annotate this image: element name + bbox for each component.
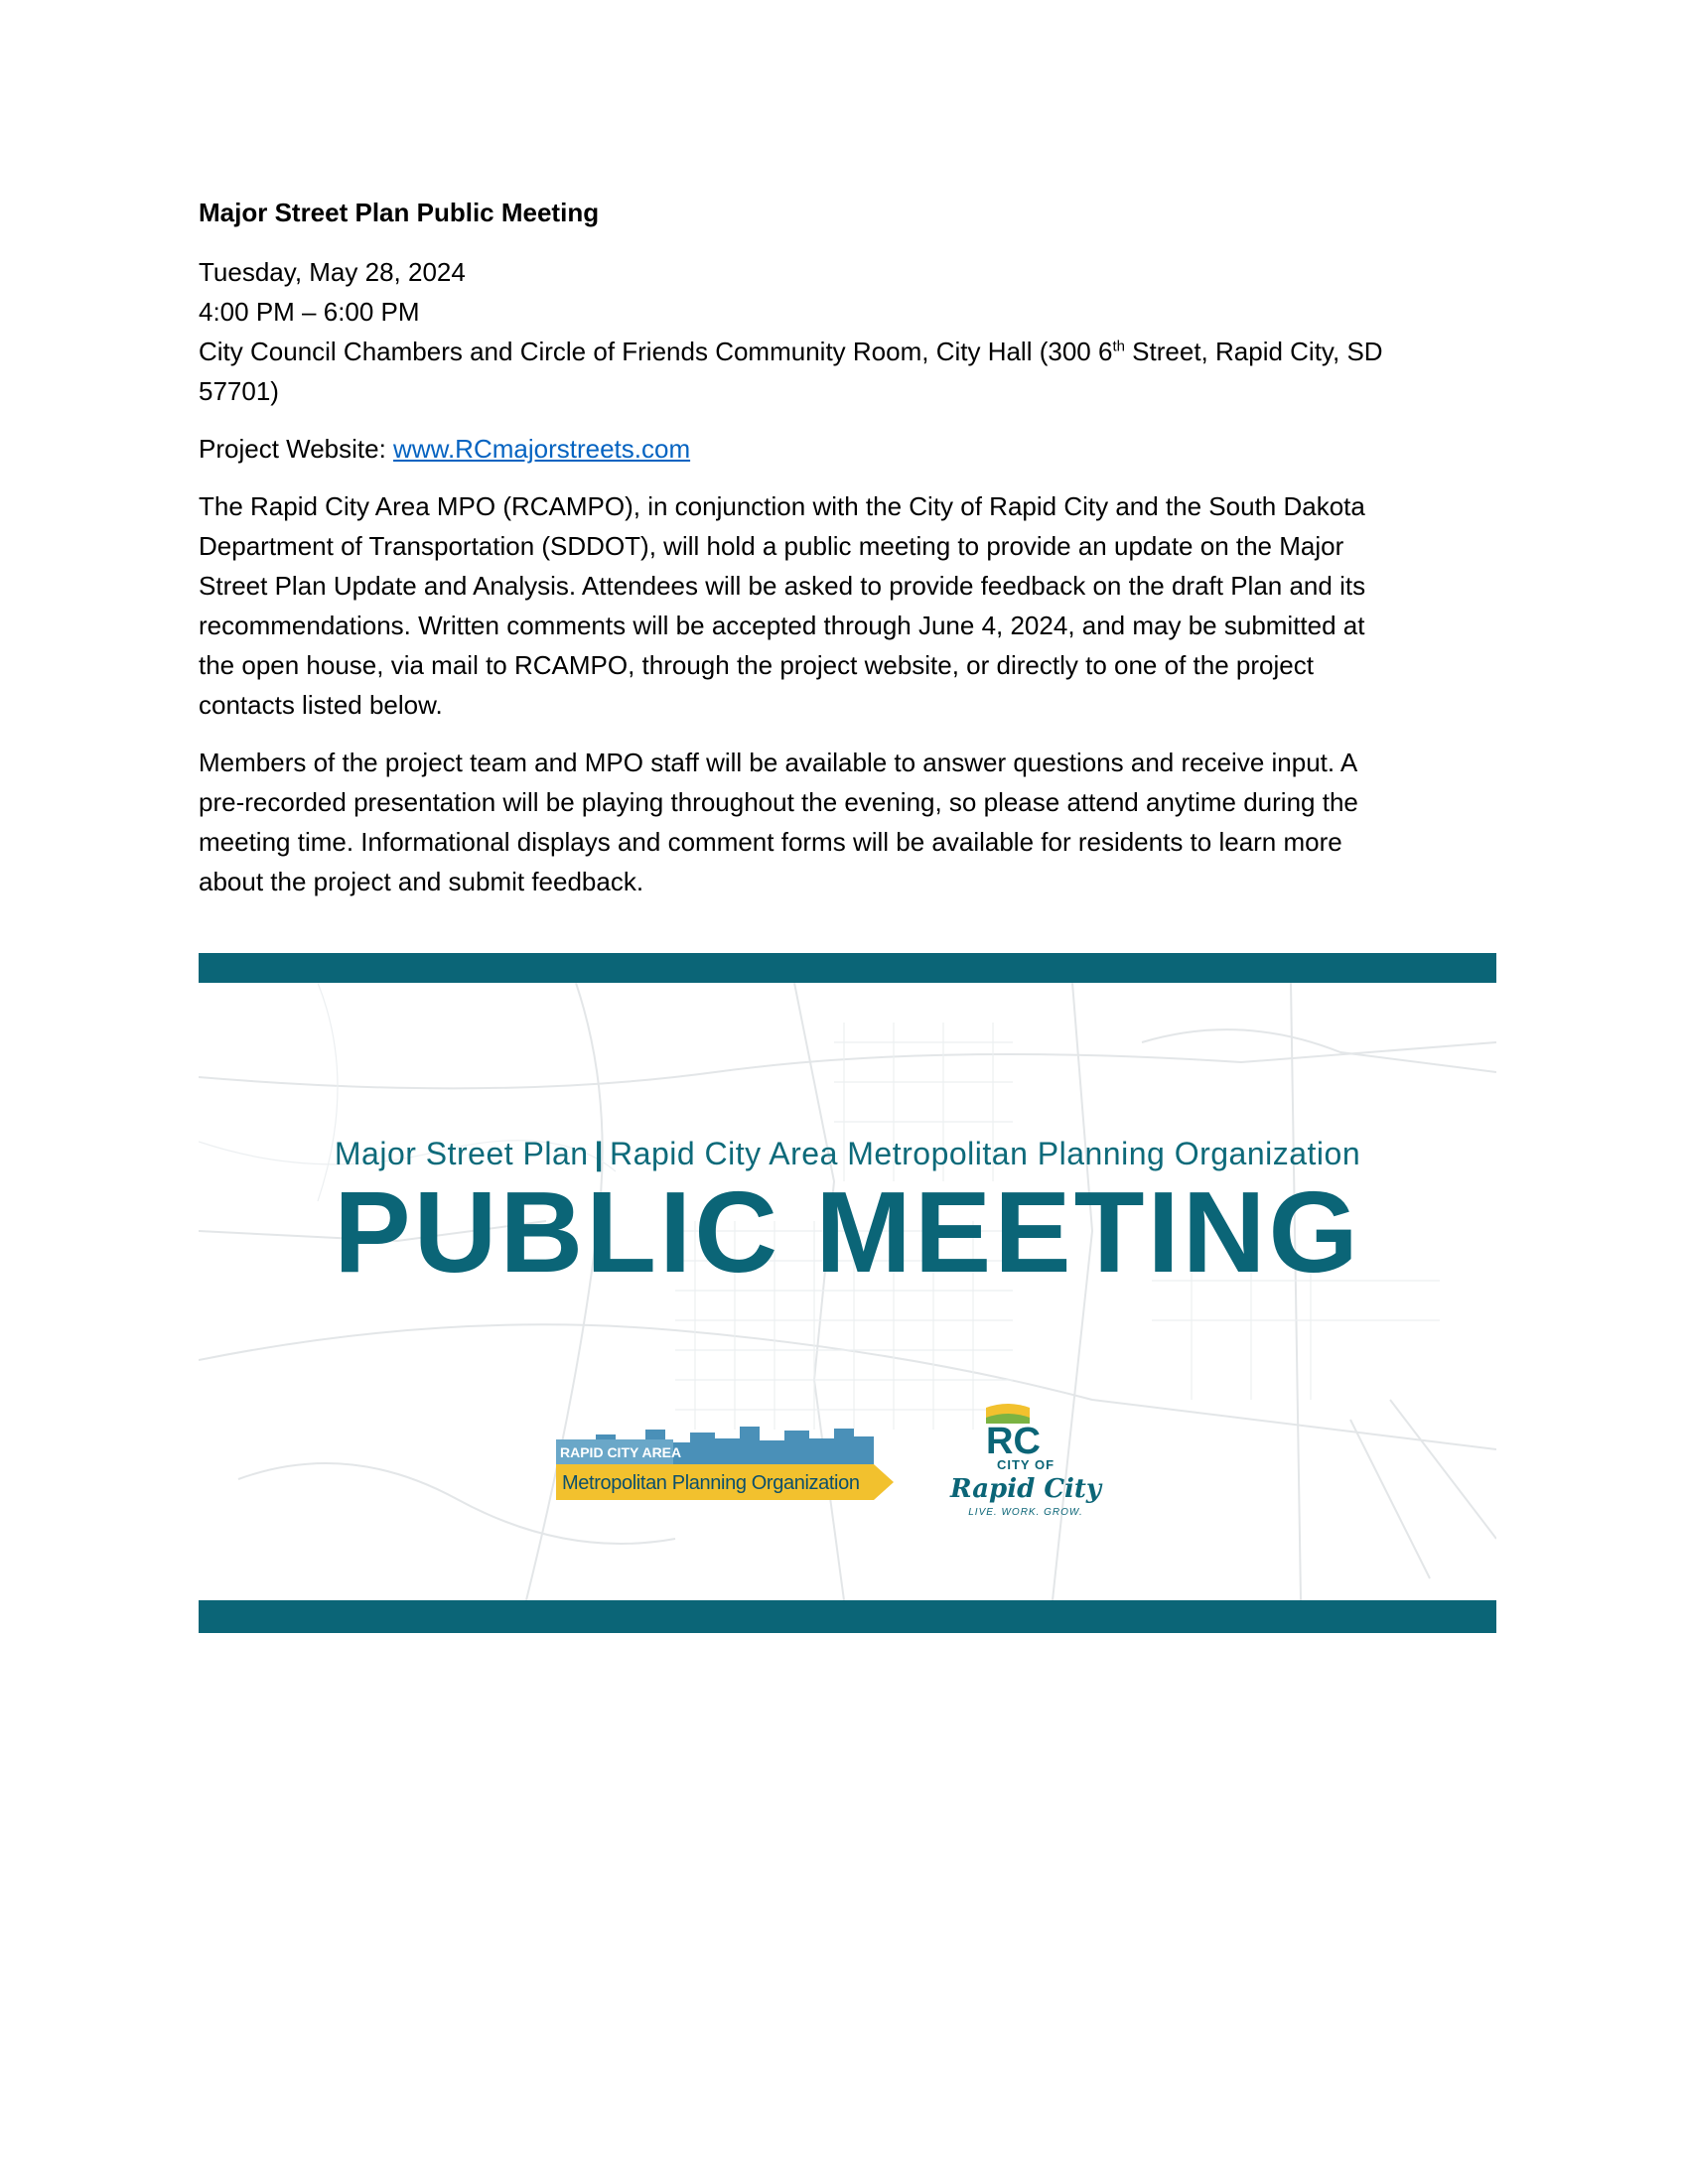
banner-title: PUBLIC MEETING — [334, 1167, 1361, 1297]
location-text-b: Street, Rapid City, SD — [1124, 336, 1383, 366]
mpo-logo — [556, 1425, 899, 1524]
location-superscript: th — [1112, 338, 1125, 355]
banner-subtitle-right: Rapid City Area Metropolitan Planning Organization — [610, 1136, 1361, 1171]
banner-subtitle-left: Major Street Plan — [334, 1136, 589, 1171]
meeting-location — [199, 332, 1489, 371]
paragraph-1 — [199, 486, 1489, 725]
paragraph-2 — [199, 743, 1489, 901]
website-link[interactable]: www.RCmajorstreets.com — [393, 433, 691, 464]
rc-logo-name: Rapid City — [949, 1474, 1102, 1504]
meeting-heading: Major Street Plan Public Meeting — [199, 198, 600, 227]
rc-logo-tagline: LIVE. WORK. GROW. — [968, 1507, 1083, 1518]
document-body — [199, 197, 1489, 919]
paragraph-1-line: Department of Transportation (SDDOT), will hold a public meeting to provide an update on the Major — [199, 530, 1344, 561]
paragraph-1-line: contacts listed below. — [199, 689, 443, 720]
paragraph-2-line: Members of the project team and MPO staff will be available to answer questions and receive input. A — [199, 747, 1358, 777]
paragraph-1-line: Street Plan Update and Analysis. Attendees will be asked to provide feedback on the draft Plan and its — [199, 570, 1366, 601]
meeting-date: Tuesday, May 28, 2024 — [199, 256, 466, 287]
mpo-logo-top-text: RAPID CITY AREA — [560, 1444, 682, 1460]
public-meeting-banner — [199, 953, 1496, 1633]
paragraph-1-line: The Rapid City Area MPO (RCAMPO), in conjunction with the City of Rapid City and the South Dakota — [199, 490, 1365, 521]
mpo-logo-bottom-text: Metropolitan Planning Organization — [562, 1472, 860, 1494]
location-text-a: City Council Chambers and Circle of Friends Community Room, City Hall (300 6 — [199, 336, 1113, 366]
rapid-city-logo — [938, 1400, 1117, 1534]
meeting-location-zip: 57701) — [199, 375, 279, 406]
meeting-details — [199, 252, 1489, 411]
paragraph-2-line: about the project and submit feedback. — [199, 866, 644, 896]
rc-logo-small-text: CITY OF — [996, 1457, 1055, 1472]
banner-bottom-bar — [199, 1600, 1496, 1633]
website-label: Project Website: — [199, 433, 394, 464]
project-website — [199, 429, 1489, 469]
meeting-time: 4:00 PM – 6:00 PM — [199, 296, 420, 327]
paragraph-2-line: pre-recorded presentation will be playing throughout the evening, so please attend anytime during the — [199, 786, 1358, 817]
banner-subtitle-separator: | — [594, 1136, 605, 1171]
banner-top-bar — [199, 953, 1496, 983]
paragraph-2-line: meeting time. Informational displays and comment forms will be available for residents to learn more — [199, 826, 1342, 857]
rc-logo-mark: RC — [986, 1421, 1041, 1462]
paragraph-1-line: recommendations. Written comments will be accepted through June 4, 2024, and may be submitted at — [199, 610, 1365, 640]
paragraph-1-line: the open house, via mail to RCAMPO, through the project website, or directly to one of the project — [199, 649, 1314, 680]
